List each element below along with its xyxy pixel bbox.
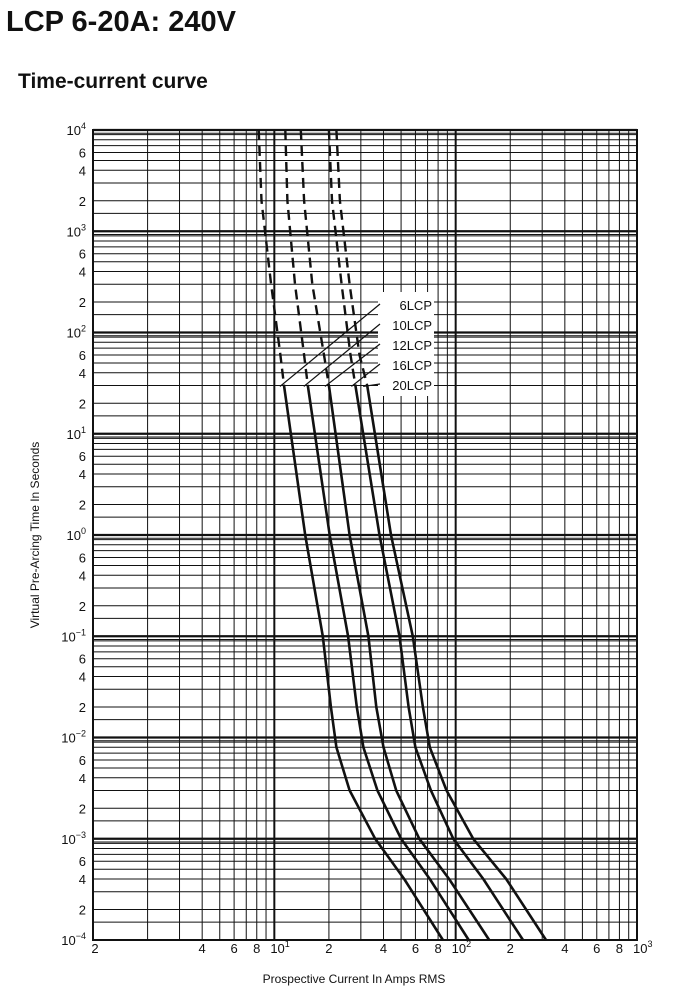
y-tick-label: $10^{-1}$ xyxy=(61,627,86,645)
x-tick-label: 8 xyxy=(615,941,624,956)
x-tick-label: $10^3$ xyxy=(633,939,653,956)
y-tick-label: 2 xyxy=(78,396,86,412)
y-tick-label: $10^2$ xyxy=(66,323,86,341)
y-tick-label: 6 xyxy=(78,145,86,161)
y-axis-ticks xyxy=(61,121,86,948)
x-tick-label: 8 xyxy=(434,941,442,956)
y-tick-label: 6 xyxy=(78,449,86,465)
x-tick-label: 4 xyxy=(379,941,388,956)
y-tick-label: 4 xyxy=(78,264,86,280)
x-tick-label: 6 xyxy=(230,941,238,956)
y-tick-label: $10^1$ xyxy=(66,424,86,442)
legend-label: 6LCP xyxy=(399,298,432,313)
x-tick-label: 8 xyxy=(253,941,261,956)
y-tick-label: 4 xyxy=(78,365,86,381)
x-tick-label: 4 xyxy=(561,941,569,956)
curve-dashed-12LCP xyxy=(301,130,329,385)
y-tick-label: $10^4$ xyxy=(66,121,86,138)
y-tick-label: $10^3$ xyxy=(66,222,86,240)
legend-label: 16LCP xyxy=(392,358,432,373)
curve-dashed-6LCP xyxy=(259,130,284,385)
x-tick-label: 6 xyxy=(593,941,601,956)
curve-dashed-10LCP xyxy=(285,130,308,385)
legend-label: 20LCP xyxy=(392,378,432,393)
y-tick-label: 6 xyxy=(78,854,86,870)
legend-label: 10LCP xyxy=(392,318,432,333)
y-tick-label: 4 xyxy=(78,163,86,179)
legend-label: 12LCP xyxy=(392,338,432,353)
y-tick-label: $10^{-4}$ xyxy=(61,931,86,948)
x-tick-label: 6 xyxy=(411,941,420,956)
curve-solid-6LCP xyxy=(284,385,443,940)
x-tick-label: $10^2$ xyxy=(451,939,472,956)
y-tick-label: 2 xyxy=(78,700,86,716)
x-tick-label: 2 xyxy=(91,941,99,956)
y-tick-label: 2 xyxy=(78,193,86,209)
x-tick-label: $10^1$ xyxy=(270,939,290,956)
y-tick-label: $10^{-3}$ xyxy=(61,829,86,847)
x-axis-ticks xyxy=(91,939,652,956)
y-tick-label: 2 xyxy=(78,295,86,311)
legend-leader-line xyxy=(351,364,380,386)
x-tick-label: 2 xyxy=(506,941,514,956)
y-tick-label: 6 xyxy=(78,752,86,768)
y-tick-label: 4 xyxy=(78,770,86,786)
y-axis-label: Virtual Pre-Arcing Time In Seconds xyxy=(28,441,42,629)
y-tick-label: $10^0$ xyxy=(66,526,86,543)
y-tick-label: 6 xyxy=(78,651,86,667)
x-tick-label: 4 xyxy=(198,941,206,956)
y-tick-label: 2 xyxy=(78,598,86,614)
y-tick-label: 4 xyxy=(78,467,86,483)
chart-subtitle: Time-current curve xyxy=(18,70,208,93)
y-tick-label: 6 xyxy=(78,347,86,363)
page-title: LCP 6-20A: 240V xyxy=(6,6,236,38)
y-tick-label: 4 xyxy=(78,669,86,685)
y-tick-label: 6 xyxy=(78,246,86,262)
y-tick-label: 2 xyxy=(78,801,86,817)
y-tick-label: $10^{-2}$ xyxy=(61,728,86,746)
legend-leader-line xyxy=(325,344,380,386)
y-tick-label: 2 xyxy=(78,497,86,513)
x-tick-label: 2 xyxy=(325,941,333,956)
x-axis-label: Prospective Current In Amps RMS xyxy=(262,972,446,986)
y-tick-label: 6 xyxy=(78,550,86,566)
y-tick-label: 2 xyxy=(78,902,86,918)
y-tick-label: 4 xyxy=(78,568,86,584)
y-tick-label: 4 xyxy=(78,872,86,888)
